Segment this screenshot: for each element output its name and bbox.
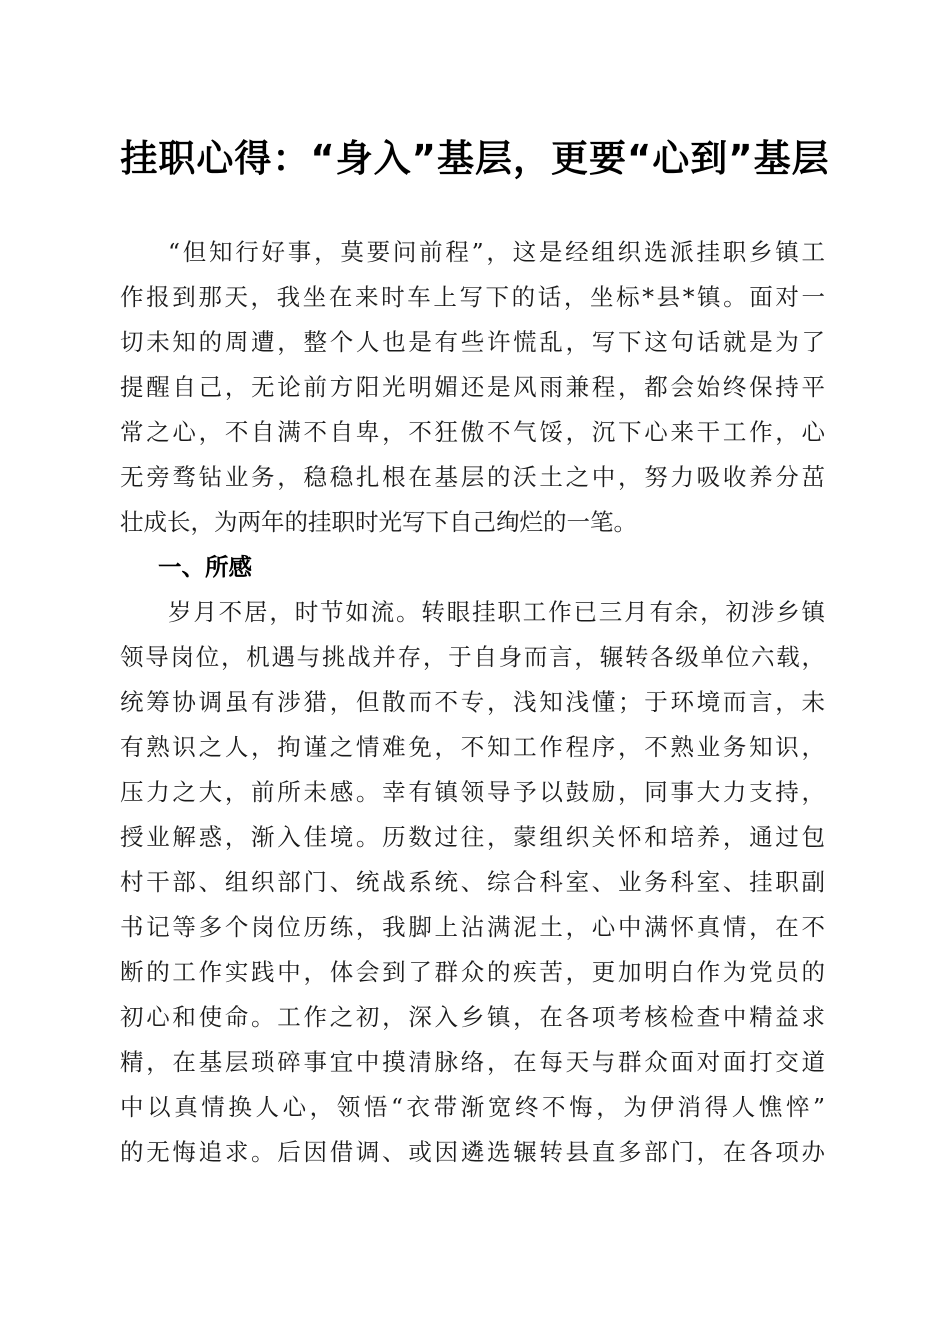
paragraph-2-line-4: 有熟识之人，拘谨之情难免，不知工作程序，不熟业务知识， [120,733,825,761]
paragraph-2-line-1: 岁月不居，时节如流。转眼挂职工作已三月有余，初涉乡镇 [168,598,825,626]
paragraph-2-line-12: 中以真情换人心，领悟“衣带渐宽终不悔，为伊消得人憔悴” [120,1093,825,1121]
paragraph-2-line-5: 压力之大，前所未感。幸有镇领导予以鼓励，同事大力支持， [120,778,825,806]
paragraph-1-line-7: 壮成长，为两年的挂职时光写下自己绚烂的一笔。 [120,508,637,536]
paragraph-2-line-7: 村干部、组织部门、统战系统、综合科室、业务科室、挂职副 [120,868,825,896]
paragraph-2-line-8: 书记等多个岗位历练，我脚上沾满泥土，心中满怀真情，在不 [120,913,825,941]
paragraph-2-line-9: 断的工作实践中，体会到了群众的疾苦，更加明白作为党员的 [120,958,825,986]
paragraph-2-line-3: 统筹协调虽有涉猎，但散而不专，浅知浅懂；于环境而言，未 [120,688,825,716]
paragraph-1-line-5: 常之心，不自满不自卑，不狂傲不气馁，沉下心来干工作，心 [120,418,825,446]
paragraph-1-line-6: 无旁骛钻业务，稳稳扎根在基层的沃土之中，努力吸收养分茁 [120,463,825,491]
section-heading: 一、所感 [158,553,252,581]
paragraph-1-line-1: “但知行好事，莫要问前程”，这是经组织选派挂职乡镇工 [168,238,825,266]
paragraph-2-line-6: 授业解惑，渐入佳境。历数过往，蒙组织关怀和培养，通过包 [120,823,825,851]
paragraph-1-line-2: 作报到那天，我坐在来时车上写下的话，坐标*县*镇。面对一 [120,283,825,311]
paragraph-1-line-4: 提醒自己，无论前方阳光明媚还是风雨兼程，都会始终保持平 [120,373,825,401]
paragraph-2-line-2: 领导岗位，机遇与挑战并存，于自身而言，辗转各级单位六载， [120,643,825,671]
document-title: 挂职心得：“身入”基层，更要“心到”基层 [120,137,830,180]
paragraph-2-line-11: 精，在基层琐碎事宜中摸清脉络，在每天与群众面对面打交道 [120,1048,825,1076]
paragraph-2-line-13: 的无悔追求。后因借调、或因遴选辗转县直多部门，在各项办 [120,1138,825,1166]
paragraph-2-line-10: 初心和使命。工作之初，深入乡镇，在各项考核检查中精益求 [120,1003,825,1031]
paragraph-1-line-3: 切未知的周遭，整个人也是有些许慌乱，写下这句话就是为了 [120,328,825,356]
